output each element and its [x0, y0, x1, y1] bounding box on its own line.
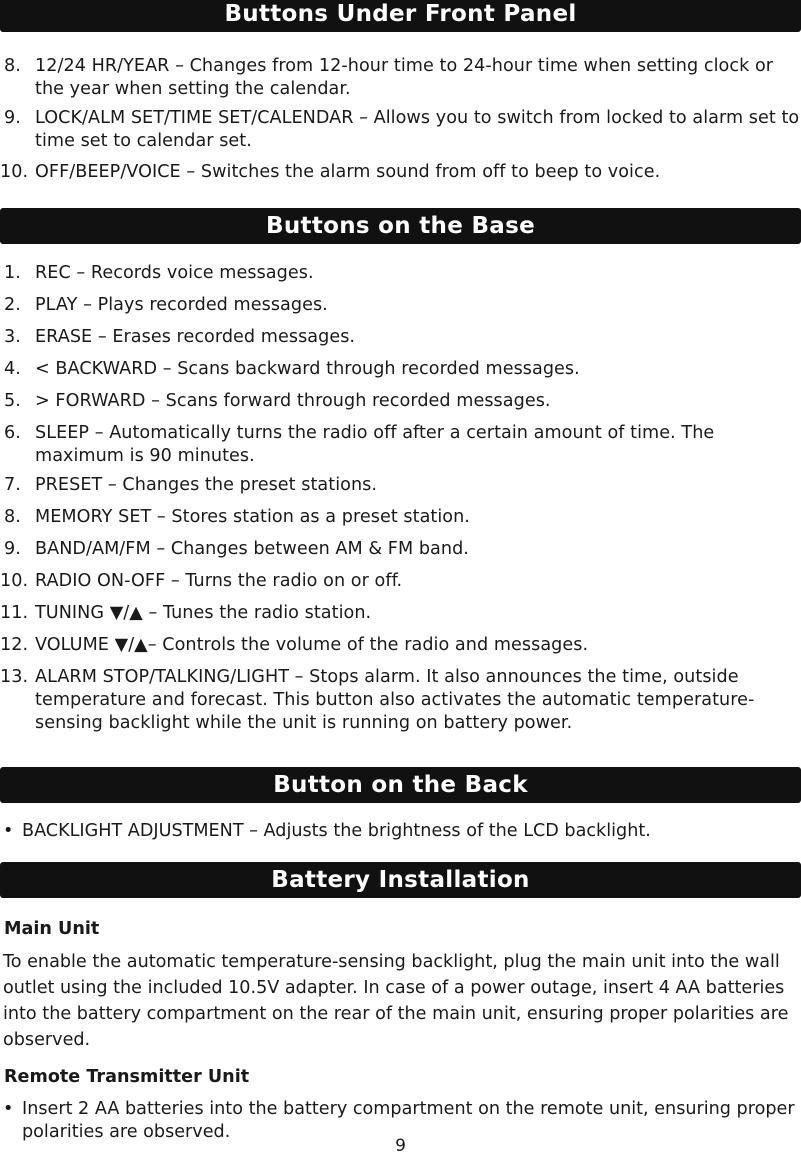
item-number: 12.	[0, 635, 29, 655]
list-item	[0, 666, 801, 735]
list-item	[0, 107, 801, 153]
item-text: TUNING ▼/▲ – Tunes the radio station.	[35, 603, 372, 623]
subheading-main-unit: Main Unit	[4, 919, 100, 939]
item-number: 6.	[4, 423, 21, 443]
item-text: PLAY – Plays recorded messages.	[35, 295, 328, 315]
item-number: 7.	[4, 475, 21, 495]
list-item	[0, 538, 801, 561]
item-text: SLEEP – Automatically turns the radio off after a certain amount of time. The maximum is 90 minutes.	[35, 423, 715, 466]
item-text: RADIO ON-OFF – Turns the radio on or off.	[35, 571, 403, 591]
list-item	[0, 820, 801, 843]
section-heading-back: Button on the Back	[0, 767, 801, 803]
item-number: 11.	[0, 603, 29, 623]
item-text: > FORWARD – Scans forward through recorded messages.	[35, 391, 551, 411]
list-item	[0, 55, 801, 101]
item-number: 4.	[4, 359, 21, 379]
page-number: 9	[395, 1136, 406, 1156]
item-text: ERASE – Erases recorded messages.	[35, 327, 356, 347]
item-text: 12/24 HR/YEAR – Changes from 12-hour time to 24-hour time when setting clock or the year when setting the calendar.	[35, 56, 774, 99]
front-panel-list	[0, 55, 801, 184]
list-item	[0, 294, 801, 317]
list-item	[0, 326, 801, 349]
list-item	[0, 262, 801, 285]
back-list	[0, 820, 801, 843]
list-item	[0, 358, 801, 381]
list-item	[0, 422, 801, 468]
section-heading-front-panel: Buttons Under Front Panel	[0, 0, 801, 32]
list-item	[0, 602, 801, 625]
item-number: 9.	[4, 539, 21, 559]
list-item	[0, 506, 801, 529]
item-text: ALARM STOP/TALKING/LIGHT – Stops alarm. It also announces the time, outside temperature and forecast. This button also activates the automatic temperature-sensing backlight while the unit is running on battery power.	[35, 667, 755, 733]
item-number: 10.	[0, 162, 29, 182]
item-text: LOCK/ALM SET/TIME SET/CALENDAR – Allows you to switch from locked to alarm set to time set to calendar set.	[35, 108, 800, 151]
list-item	[0, 161, 801, 184]
item-number: 13.	[0, 667, 29, 687]
item-text: Insert 2 AA batteries into the battery compartment on the remote unit, ensuring proper polarities are observed.	[22, 1099, 795, 1142]
item-text: BAND/AM/FM – Changes between AM & FM band.	[35, 539, 469, 559]
section-heading-base: Buttons on the Base	[0, 208, 801, 244]
bullet-icon: •	[3, 1099, 14, 1119]
item-text: BACKLIGHT ADJUSTMENT – Adjusts the brightness of the LCD backlight.	[22, 821, 651, 841]
item-number: 1.	[4, 263, 21, 283]
item-text: VOLUME ▼/▲– Controls the volume of the radio and messages.	[35, 635, 589, 655]
item-number: 8.	[4, 507, 21, 527]
item-text: MEMORY SET – Stores station as a preset station.	[35, 507, 470, 527]
item-text: OFF/BEEP/VOICE – Switches the alarm sound from off to beep to voice.	[35, 162, 661, 182]
item-text: REC – Records voice messages.	[35, 263, 314, 283]
item-number: 10.	[0, 571, 29, 591]
item-number: 9.	[4, 108, 21, 128]
list-item	[0, 570, 801, 593]
list-item	[0, 634, 801, 657]
section-heading-battery: Battery Installation	[0, 862, 801, 898]
item-text: < BACKWARD – Scans backward through recorded messages.	[35, 359, 580, 379]
subheading-remote-unit: Remote Transmitter Unit	[4, 1067, 250, 1087]
item-number: 5.	[4, 391, 21, 411]
item-number: 3.	[4, 327, 21, 347]
base-list	[0, 262, 801, 735]
item-number: 8.	[4, 56, 21, 76]
list-item	[0, 474, 801, 497]
item-text: PRESET – Changes the preset stations.	[35, 475, 378, 495]
list-item	[0, 390, 801, 413]
bullet-icon: •	[3, 821, 14, 841]
main-unit-paragraph: To enable the automatic temperature-sensing backlight, plug the main unit into the wall outlet using the included 10.5V adapter. In case of a power outage, insert 4 AA batteries into the battery compartment on the rear of the main unit, ensuring proper polarities are observed.	[3, 952, 789, 1050]
item-number: 2.	[4, 295, 21, 315]
